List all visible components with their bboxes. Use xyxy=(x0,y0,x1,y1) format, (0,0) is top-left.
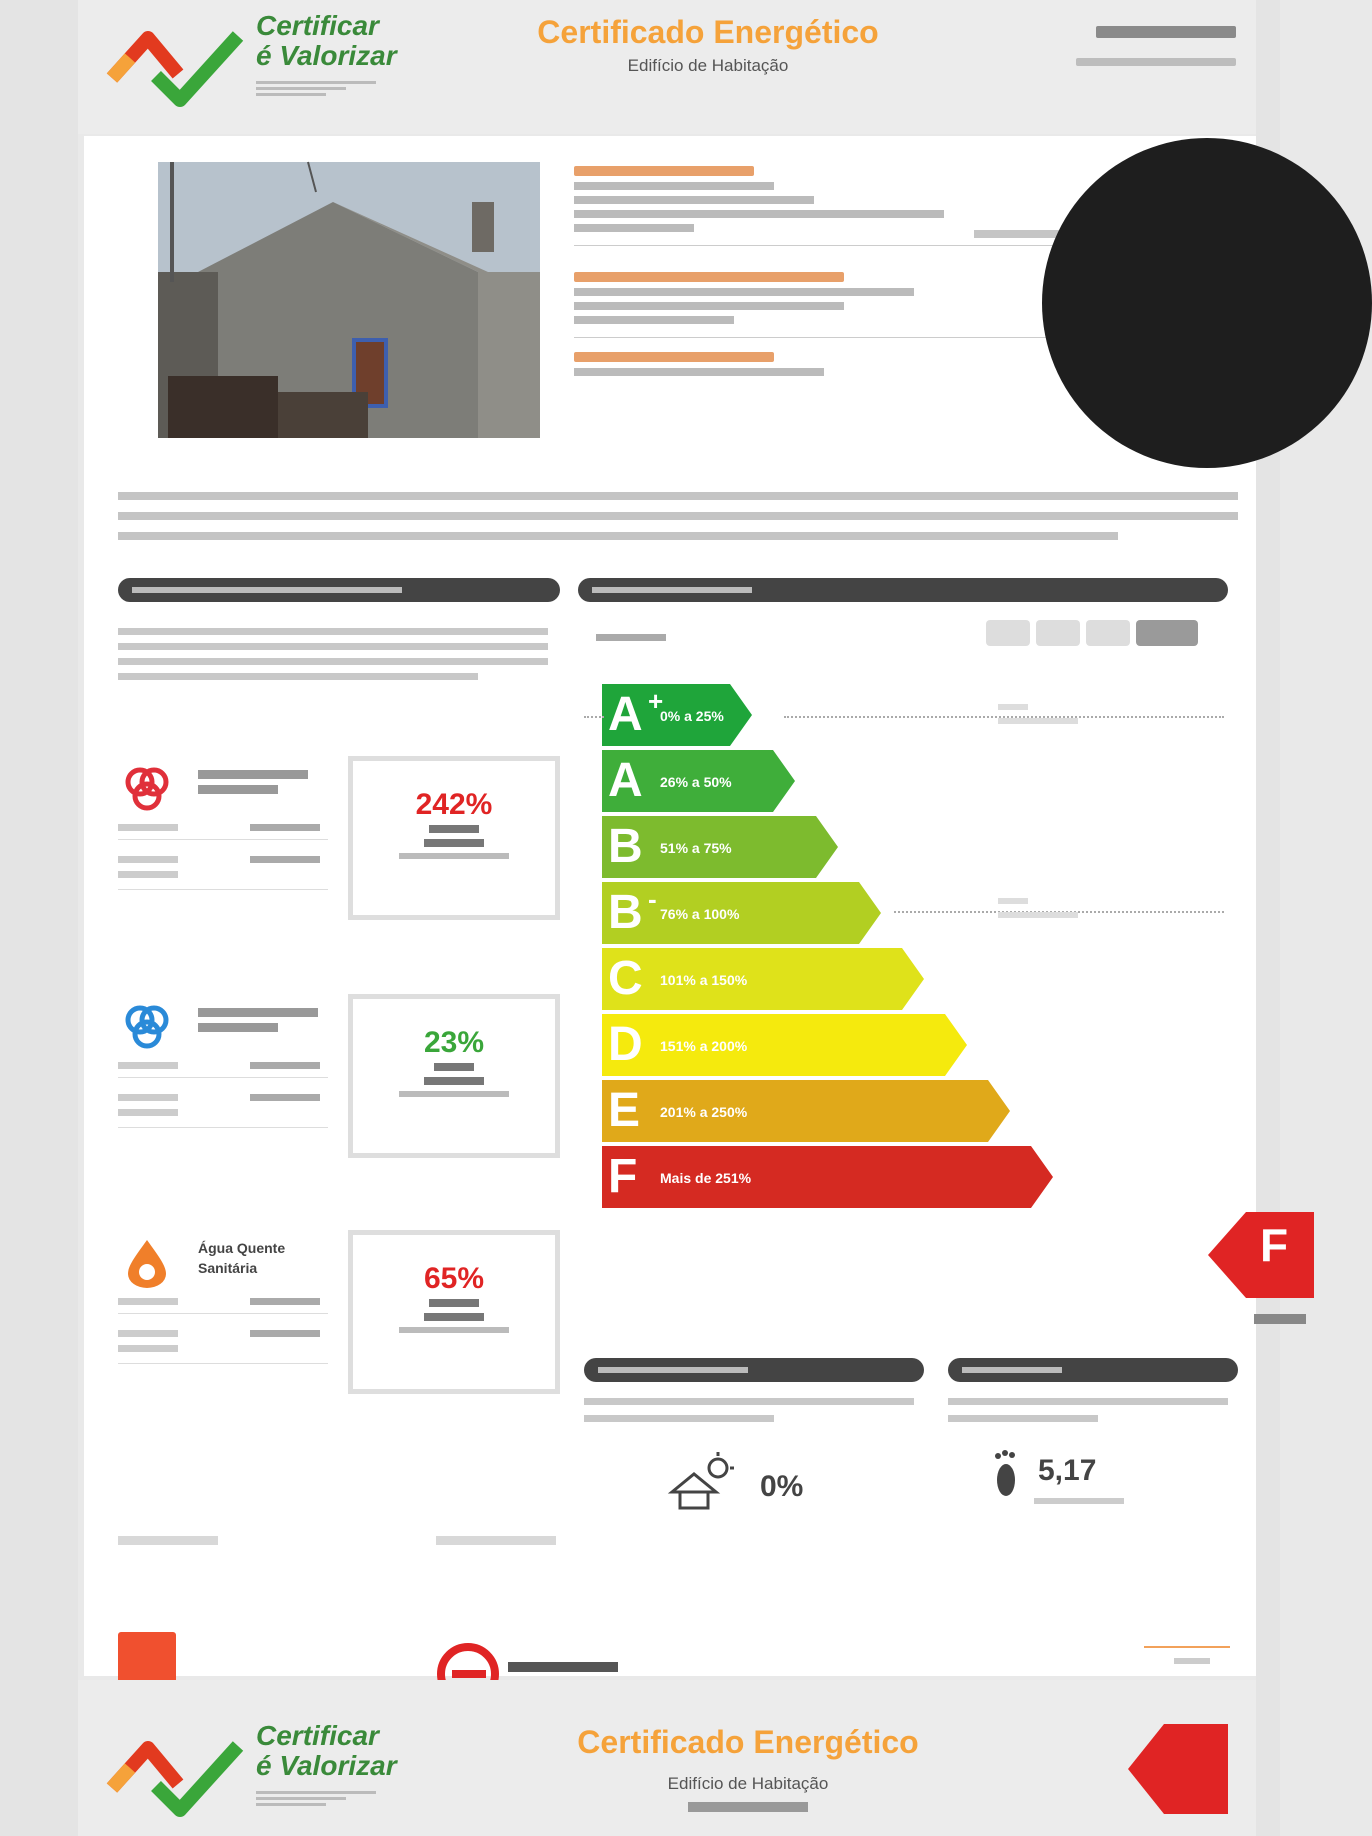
emissions-description xyxy=(948,1392,1248,1432)
energy-class-letter: D xyxy=(608,1018,643,1071)
hot-water-result-box xyxy=(348,1230,560,1394)
heating-title xyxy=(198,764,348,800)
cooling-result-box xyxy=(348,994,560,1158)
energy-class-range: 151% a 200% xyxy=(660,1038,748,1054)
energy-class-bar-2 xyxy=(602,750,795,812)
result-letter: F xyxy=(1260,1219,1289,1271)
hot-water-building-row xyxy=(118,1320,328,1364)
energy-class-bar-7 xyxy=(602,1080,1010,1142)
renewable-energy-icon xyxy=(668,1452,748,1512)
energy-class-letter: B xyxy=(608,820,643,873)
certificate-intro-text xyxy=(118,486,1248,552)
renewables-value: 0% xyxy=(760,1470,804,1503)
energy-class-range: 26% a 50% xyxy=(660,774,732,790)
renewables-description xyxy=(584,1392,924,1432)
section-header-renewables xyxy=(584,1358,924,1382)
energy-class-range: 201% a 250% xyxy=(660,1104,748,1120)
house-photo-image xyxy=(158,162,540,438)
certificate-id xyxy=(1096,26,1236,38)
energy-class-range: 76% a 100% xyxy=(660,906,740,922)
checkmark-logo-icon xyxy=(106,16,246,108)
energy-class-range: 51% a 75% xyxy=(660,840,732,856)
cooling-icon xyxy=(120,1000,174,1054)
metric-hot-water xyxy=(118,1230,560,1400)
energy-class-letter: F xyxy=(608,1150,638,1203)
section-header-emissions xyxy=(948,1358,1238,1382)
cooling-reference-row xyxy=(118,1052,328,1078)
validity-date xyxy=(1076,58,1236,66)
heating-reference-row xyxy=(118,814,328,840)
next-page-subtitle: Edifício de Habitação xyxy=(667,1774,829,1793)
energy-class-bar-4 xyxy=(602,882,881,944)
building-photo xyxy=(158,162,540,438)
result-value xyxy=(1254,1310,1306,1324)
energy-class-letter: A xyxy=(608,754,643,807)
issuing-entity-label xyxy=(118,1532,218,1545)
cooling-title xyxy=(198,1002,348,1038)
energy-class-result xyxy=(1208,1212,1314,1298)
building-type-icon xyxy=(1086,620,1130,646)
checkmark-logo-icon xyxy=(106,1726,246,1818)
energy-class-bar-5 xyxy=(602,948,924,1010)
emissions-unit xyxy=(1034,1494,1124,1504)
certificate-subtitle: Edifício de Habitação xyxy=(627,56,789,75)
dotted-guide xyxy=(584,716,604,718)
hot-water-percent: 65% xyxy=(423,1262,485,1295)
building-type-icon xyxy=(1036,620,1080,646)
supervising-entity-label xyxy=(436,1532,556,1545)
energy-class-arrow xyxy=(602,882,881,944)
left-margin xyxy=(0,0,78,1836)
energy-class-bar-6 xyxy=(602,1014,967,1076)
hot-water-icon xyxy=(120,1236,174,1290)
energy-class-range: 0% a 25% xyxy=(660,708,724,724)
next-page-id xyxy=(548,1798,948,1812)
next-page-header-band xyxy=(78,1680,1256,1836)
energy-class-letter: A xyxy=(608,688,643,741)
section-header-energy-class xyxy=(578,578,1228,602)
logo-text-line1: Certificar xyxy=(256,10,379,41)
page-number xyxy=(1174,1654,1210,1664)
class-side-note xyxy=(998,704,1078,724)
hot-water-title: Água Quente Sanitária xyxy=(198,1240,286,1276)
energy-class-range: 101% a 150% xyxy=(660,972,748,988)
section-header-performance xyxy=(118,578,560,602)
energy-class-bar-3 xyxy=(602,816,838,878)
heating-icon xyxy=(120,762,174,816)
redaction-blot xyxy=(1042,138,1372,468)
class-f-badge-icon xyxy=(1128,1724,1228,1814)
hot-water-reference-row xyxy=(118,1288,328,1314)
property-info xyxy=(574,164,1214,382)
heating-building-row xyxy=(118,846,328,890)
metric-cooling xyxy=(118,994,560,1164)
energy-class-caption xyxy=(596,630,666,641)
cooling-percent: 23% xyxy=(423,1026,485,1059)
certificar-logo-next: Certificar é Valorizar xyxy=(106,1722,426,1822)
energy-class-letter: B xyxy=(608,886,643,939)
energy-class-range: Mais de 251% xyxy=(660,1170,752,1186)
energy-class-modifier: + xyxy=(648,686,664,716)
next-page-title: Certificado Energético xyxy=(577,1724,919,1760)
energy-class-letter: C xyxy=(608,952,643,1005)
energy-class-bar-8 xyxy=(602,1146,1053,1208)
footprint-icon xyxy=(988,1446,1024,1506)
energy-class-bar-1 xyxy=(602,684,752,746)
certificate-title: Certificado Energético xyxy=(537,14,879,50)
building-type-icons xyxy=(986,620,1208,650)
energy-class-arrow xyxy=(602,1014,967,1076)
logo-caption xyxy=(256,78,416,98)
building-type-icon-selected xyxy=(1136,620,1198,646)
logo-text-line2: é Valorizar xyxy=(256,40,397,71)
certificate-sheet xyxy=(84,136,1289,1676)
energy-class-arrow xyxy=(602,948,924,1010)
cooling-building-row xyxy=(118,1084,328,1128)
metric-heating xyxy=(118,756,560,926)
building-type-icon xyxy=(986,620,1030,646)
footer-divider xyxy=(1144,1646,1230,1648)
emissions-value: 5,17 xyxy=(1038,1454,1097,1487)
energy-class-letter: E xyxy=(608,1084,641,1137)
performance-description xyxy=(118,624,560,688)
certificar-logo xyxy=(106,12,426,112)
heating-result-box xyxy=(348,756,560,920)
heating-percent: 242% xyxy=(415,788,493,821)
header-band xyxy=(78,0,1256,134)
energy-class-modifier: - xyxy=(648,884,657,914)
class-side-note xyxy=(998,898,1078,918)
